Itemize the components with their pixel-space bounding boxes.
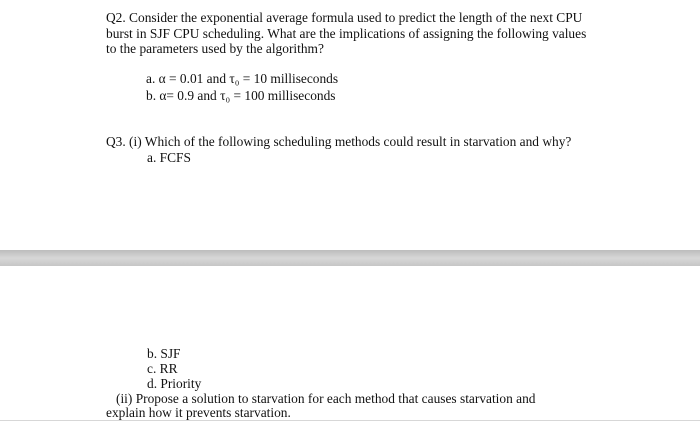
q3-question-ii-line-1: (ii) Propose a solution to starvation for each method that causes starvation and [116, 391, 536, 406]
q2-line-1: Q2. Consider the exponential average formula used to predict the length of the next CPU [106, 10, 583, 25]
q3-option-c: c. RR [147, 361, 178, 376]
q2-option-a: a. α = 0.01 and τ₀ = 10 milliseconds [146, 71, 339, 86]
q2-line-3: to the parameters used by the algorithm? [106, 41, 324, 56]
q3-option-d: d. Priority [147, 376, 202, 391]
q3-question-i: Q3. (i) Which of the following scheduling methods could result in starvation and why? [106, 134, 572, 149]
q3-option-b: b. SJF [147, 346, 181, 361]
q3-question-ii-line-2: explain how it prevents starvation. [106, 405, 291, 420]
q2-option-b: b. α= 0.9 and τ₀ = 100 milliseconds [146, 88, 336, 103]
page-gap-shadow-top [0, 250, 700, 258]
q3-option-a: a. FCFS [147, 150, 191, 165]
page-gap-shadow-bottom [0, 258, 700, 266]
q2-line-2: burst in SJF CPU scheduling. What are the implications of assigning the following values [106, 26, 587, 41]
document-page-bottom [0, 266, 700, 420]
